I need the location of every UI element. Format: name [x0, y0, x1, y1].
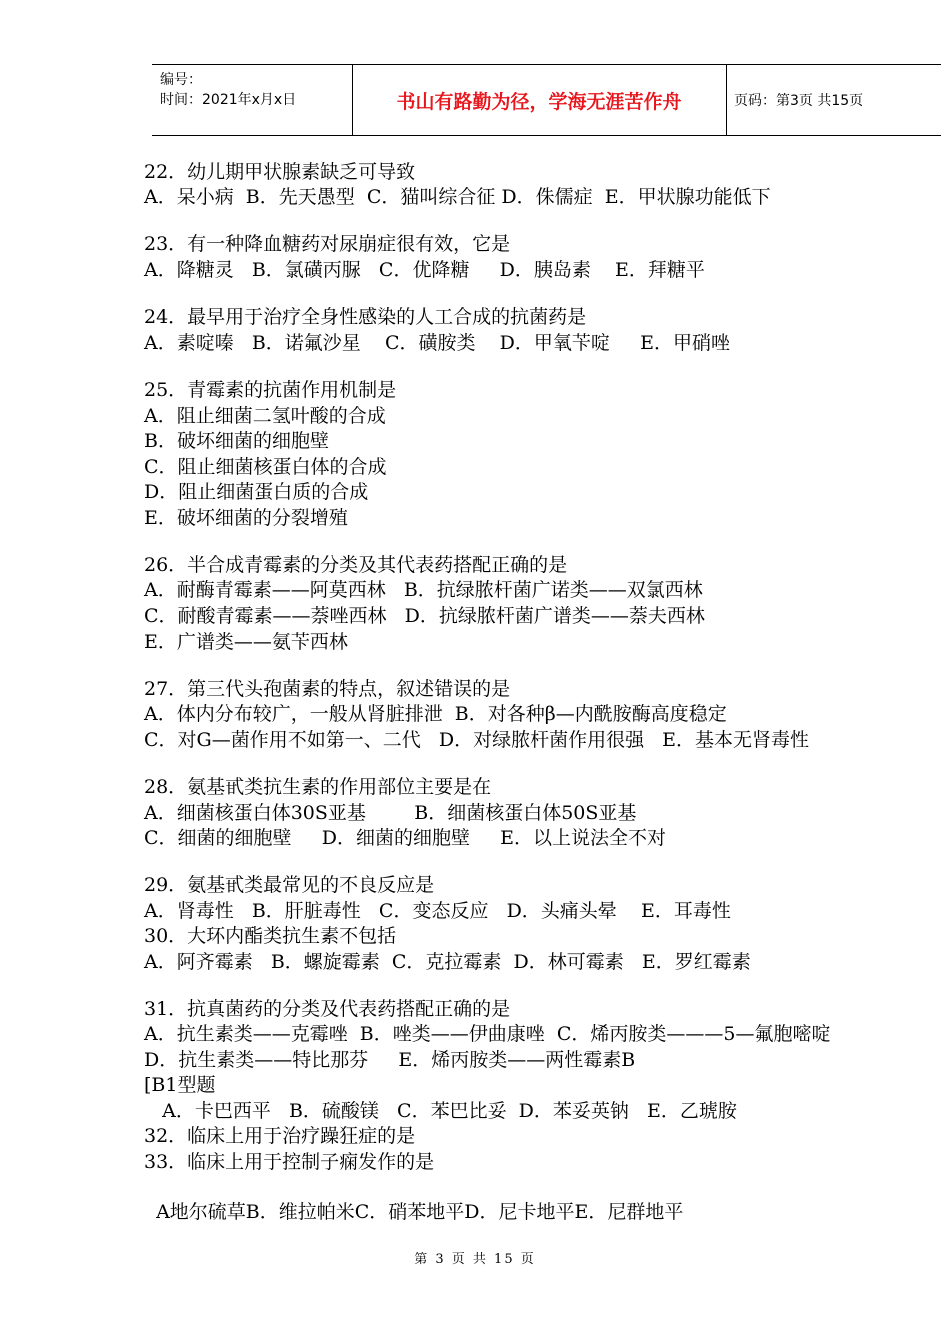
time-label: 时间：2021年x月x日: [160, 92, 297, 108]
options-22: A．呆小病 B．先天愚型 C．猫叫综合征 D．侏儒症 E．甲状腺功能低下: [144, 186, 771, 208]
question-27: 27．第三代头孢菌素的特点，叙述错误的是: [144, 678, 511, 700]
page-footer: 第 3 页 共 15 页: [414, 1252, 536, 1267]
header-motto: 书山有路勤为径，学海无涯苦作舟: [352, 65, 727, 135]
section-b1-heading: [B1型题: [144, 1074, 216, 1096]
b1-options-34: A地尔硫草B．维拉帕米C．硝苯地平D．尼卡地平E．尼群地平: [144, 1201, 684, 1223]
question-29: 29．氨基甙类最常见的不良反应是: [144, 874, 435, 896]
options-31-de: D．抗生素类——特比那芬 E．烯丙胺类——两性霉素B: [144, 1049, 636, 1071]
question-31: 31．抗真菌药的分类及代表药搭配正确的是: [144, 998, 511, 1020]
options-30: A．阿齐霉素 B．螺旋霉素 C．克拉霉素 D．林可霉素 E．罗红霉素: [144, 951, 751, 973]
number-label: 编号：: [160, 72, 202, 88]
options-26-cd: C．耐酸青霉素——萘唑西林 D．抗绿脓杆菌广谱类——萘夫西林: [144, 605, 705, 627]
option-25d: D．阻止细菌蛋白质的合成: [144, 481, 369, 503]
question-32: 32．临床上用于治疗躁狂症的是: [144, 1125, 416, 1147]
options-26-e: E．广谱类——氨苄西林: [144, 631, 348, 653]
option-25c: C．阻止细菌核蛋白体的合成: [144, 456, 387, 478]
question-23: 23．有一种降血糖药对尿崩症很有效，它是: [144, 233, 511, 255]
options-26-ab: A．耐酶青霉素——阿莫西林 B．抗绿脓杆菌广诺类——双氯西林: [144, 579, 703, 601]
options-27-ab: A．体内分布较广，一般从肾脏排泄 B．对各种β—内酰胺酶高度稳定: [144, 703, 727, 725]
question-22: 22．幼儿期甲状腺素缺乏可导致: [144, 161, 416, 183]
options-29: A．肾毒性 B．肝脏毒性 C．变态反应 D．头痛头晕 E．耳毒性: [144, 900, 731, 922]
options-24: A．素啶嗪 B．诺氟沙星 C．磺胺类 D．甲氧苄啶 E．甲硝唑: [144, 332, 730, 354]
options-28-ab: A．细菌核蛋白体30S亚基 B．细菌核蛋白体50S亚基: [144, 802, 637, 824]
header-page-label: 页码：第3页 共15页: [734, 93, 864, 109]
page-header: [152, 64, 941, 136]
options-23: A．降糖灵 B．氯磺丙脲 C．优降糖 D．胰岛素 E．拜糖平: [144, 259, 705, 281]
options-27-cde: C．对G—菌作用不如第一、二代 D．对绿脓杆菌作用很强 E．基本无肾毒性: [144, 729, 810, 751]
question-26: 26．半合成青霉素的分类及其代表药搭配正确的是: [144, 554, 568, 576]
question-30: 30．大环内酯类抗生素不包括: [144, 925, 397, 947]
question-25: 25．青霉素的抗菌作用机制是: [144, 379, 397, 401]
header-meta: [152, 65, 353, 135]
question-24: 24．最早用于治疗全身性感染的人工合成的抗菌药是: [144, 306, 587, 328]
options-31-abc: A．抗生素类——克霉唑 B．唑类——伊曲康唑 C．烯丙胺类———5—氟胞嘧啶: [144, 1023, 831, 1045]
question-28: 28．氨基甙类抗生素的作用部位主要是在: [144, 776, 492, 798]
options-28-cde: C．细菌的细胞壁 D．细菌的细胞壁 E．以上说法全不对: [144, 827, 667, 849]
question-33: 33．临床上用于控制子痫发作的是: [144, 1151, 435, 1173]
option-25a: A．阻止细菌二氢叶酸的合成: [144, 405, 386, 427]
option-25e: E．破坏细菌的分裂增殖: [144, 507, 348, 529]
b1-shared-options: A．卡巴西平 B．硫酸镁 C．苯巴比妥 D．苯妥英钠 E．乙琥胺: [144, 1100, 737, 1122]
option-25b: B．破坏细菌的细胞壁: [144, 430, 329, 452]
